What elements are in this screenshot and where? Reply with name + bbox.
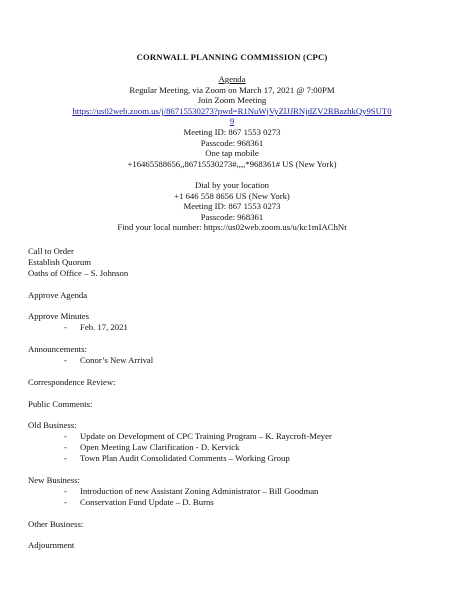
local-number: Find your local number: https://us02web.zoom.us/u/kc1mIAChNt <box>117 222 347 233</box>
passcode: Passcode: 968361 <box>200 137 264 148</box>
spacer <box>28 508 448 519</box>
dial-number: +1 646 558 8656 US (New York) <box>174 190 290 201</box>
bullet-dash: - <box>64 322 67 333</box>
spacer <box>28 410 448 421</box>
list-item <box>28 322 448 333</box>
bullet-dash: - <box>64 485 67 496</box>
oaths-of-office: Oaths of Office – S. Johnson <box>28 267 129 278</box>
spacer <box>28 366 448 377</box>
list-item <box>28 431 448 442</box>
spacer <box>28 464 448 475</box>
new-business-item: Introduction of new Assistant Zoning Administrator – Bill Goodman <box>80 485 319 496</box>
spacer <box>28 333 448 344</box>
establish-quorum: Establish Quorum <box>28 256 91 267</box>
call-to-order: Call to Order <box>28 246 74 256</box>
old-business-item: Open Meeting Law Clarification - D. Kervick <box>80 442 240 453</box>
list-item <box>28 453 448 464</box>
one-tap-label: One tap mobile <box>205 148 259 159</box>
list-item <box>28 355 448 366</box>
announcements: Announcements: <box>28 344 87 355</box>
minutes-item: Feb. 17, 2021 <box>80 322 128 333</box>
list-item <box>28 486 448 497</box>
agenda-heading: Agenda <box>218 74 246 84</box>
bullet-dash: - <box>64 355 67 366</box>
meeting-id-2: Meeting ID: 867 1553 0273 <box>183 201 281 212</box>
old-business-item: Update on Development of CPC Training Program – K. Raycroft-Meyer <box>80 431 332 442</box>
public-comments: Public Comments: <box>28 398 93 409</box>
correspondence-review: Correspondence Review: <box>28 376 116 387</box>
new-business-item: Conservation Fund Update – D. Burns <box>80 496 214 507</box>
list-item <box>28 497 448 508</box>
one-tap-number: +16465588656,,86715530273#,,,,*968361# US (New York) <box>127 158 337 169</box>
other-business: Other Business: <box>28 518 84 529</box>
zoom-link-line1[interactable]: https://us02web.zoom.us/j/86715530273?pwd=R1NuWjVyZlJJRNjdZV2RBazhkQy9SUT0 <box>72 105 392 116</box>
new-business: New Business: <box>28 474 80 485</box>
old-business-item: Town Plan Audit Consolidated Comments – Working Group <box>80 453 290 464</box>
spacer <box>28 388 448 399</box>
bullet-dash: - <box>64 442 67 453</box>
agenda-items <box>28 246 448 551</box>
meeting-id: Meeting ID: 867 1553 0273 <box>183 126 281 137</box>
document-title: CORNWALL PLANNING COMMISSION (CPC) <box>136 52 328 62</box>
zoom-link-line2[interactable]: 9 <box>229 116 235 127</box>
announcement-item: Conor’s New Arrival <box>80 355 154 366</box>
meeting-line: Regular Meeting, via Zoom on March 17, 2021 @ 7:00PM <box>129 84 335 95</box>
spacer <box>28 301 448 312</box>
spacer <box>28 529 448 540</box>
passcode-2: Passcode: 968361 <box>200 211 264 222</box>
approve-agenda: Approve Agenda <box>28 289 88 300</box>
bullet-dash: - <box>64 453 67 464</box>
dial-label: Dial by your location <box>194 179 270 190</box>
approve-minutes: Approve Minutes <box>28 311 90 322</box>
join-label: Join Zoom Meeting <box>197 95 267 106</box>
old-business: Old Business: <box>28 420 77 431</box>
meeting-info <box>40 74 424 233</box>
list-item <box>28 442 448 453</box>
bullet-dash: - <box>64 496 67 507</box>
spacer <box>28 279 448 290</box>
spacer <box>40 169 424 180</box>
bullet-dash: - <box>64 431 67 442</box>
adjournment: Adjournment <box>28 540 75 551</box>
